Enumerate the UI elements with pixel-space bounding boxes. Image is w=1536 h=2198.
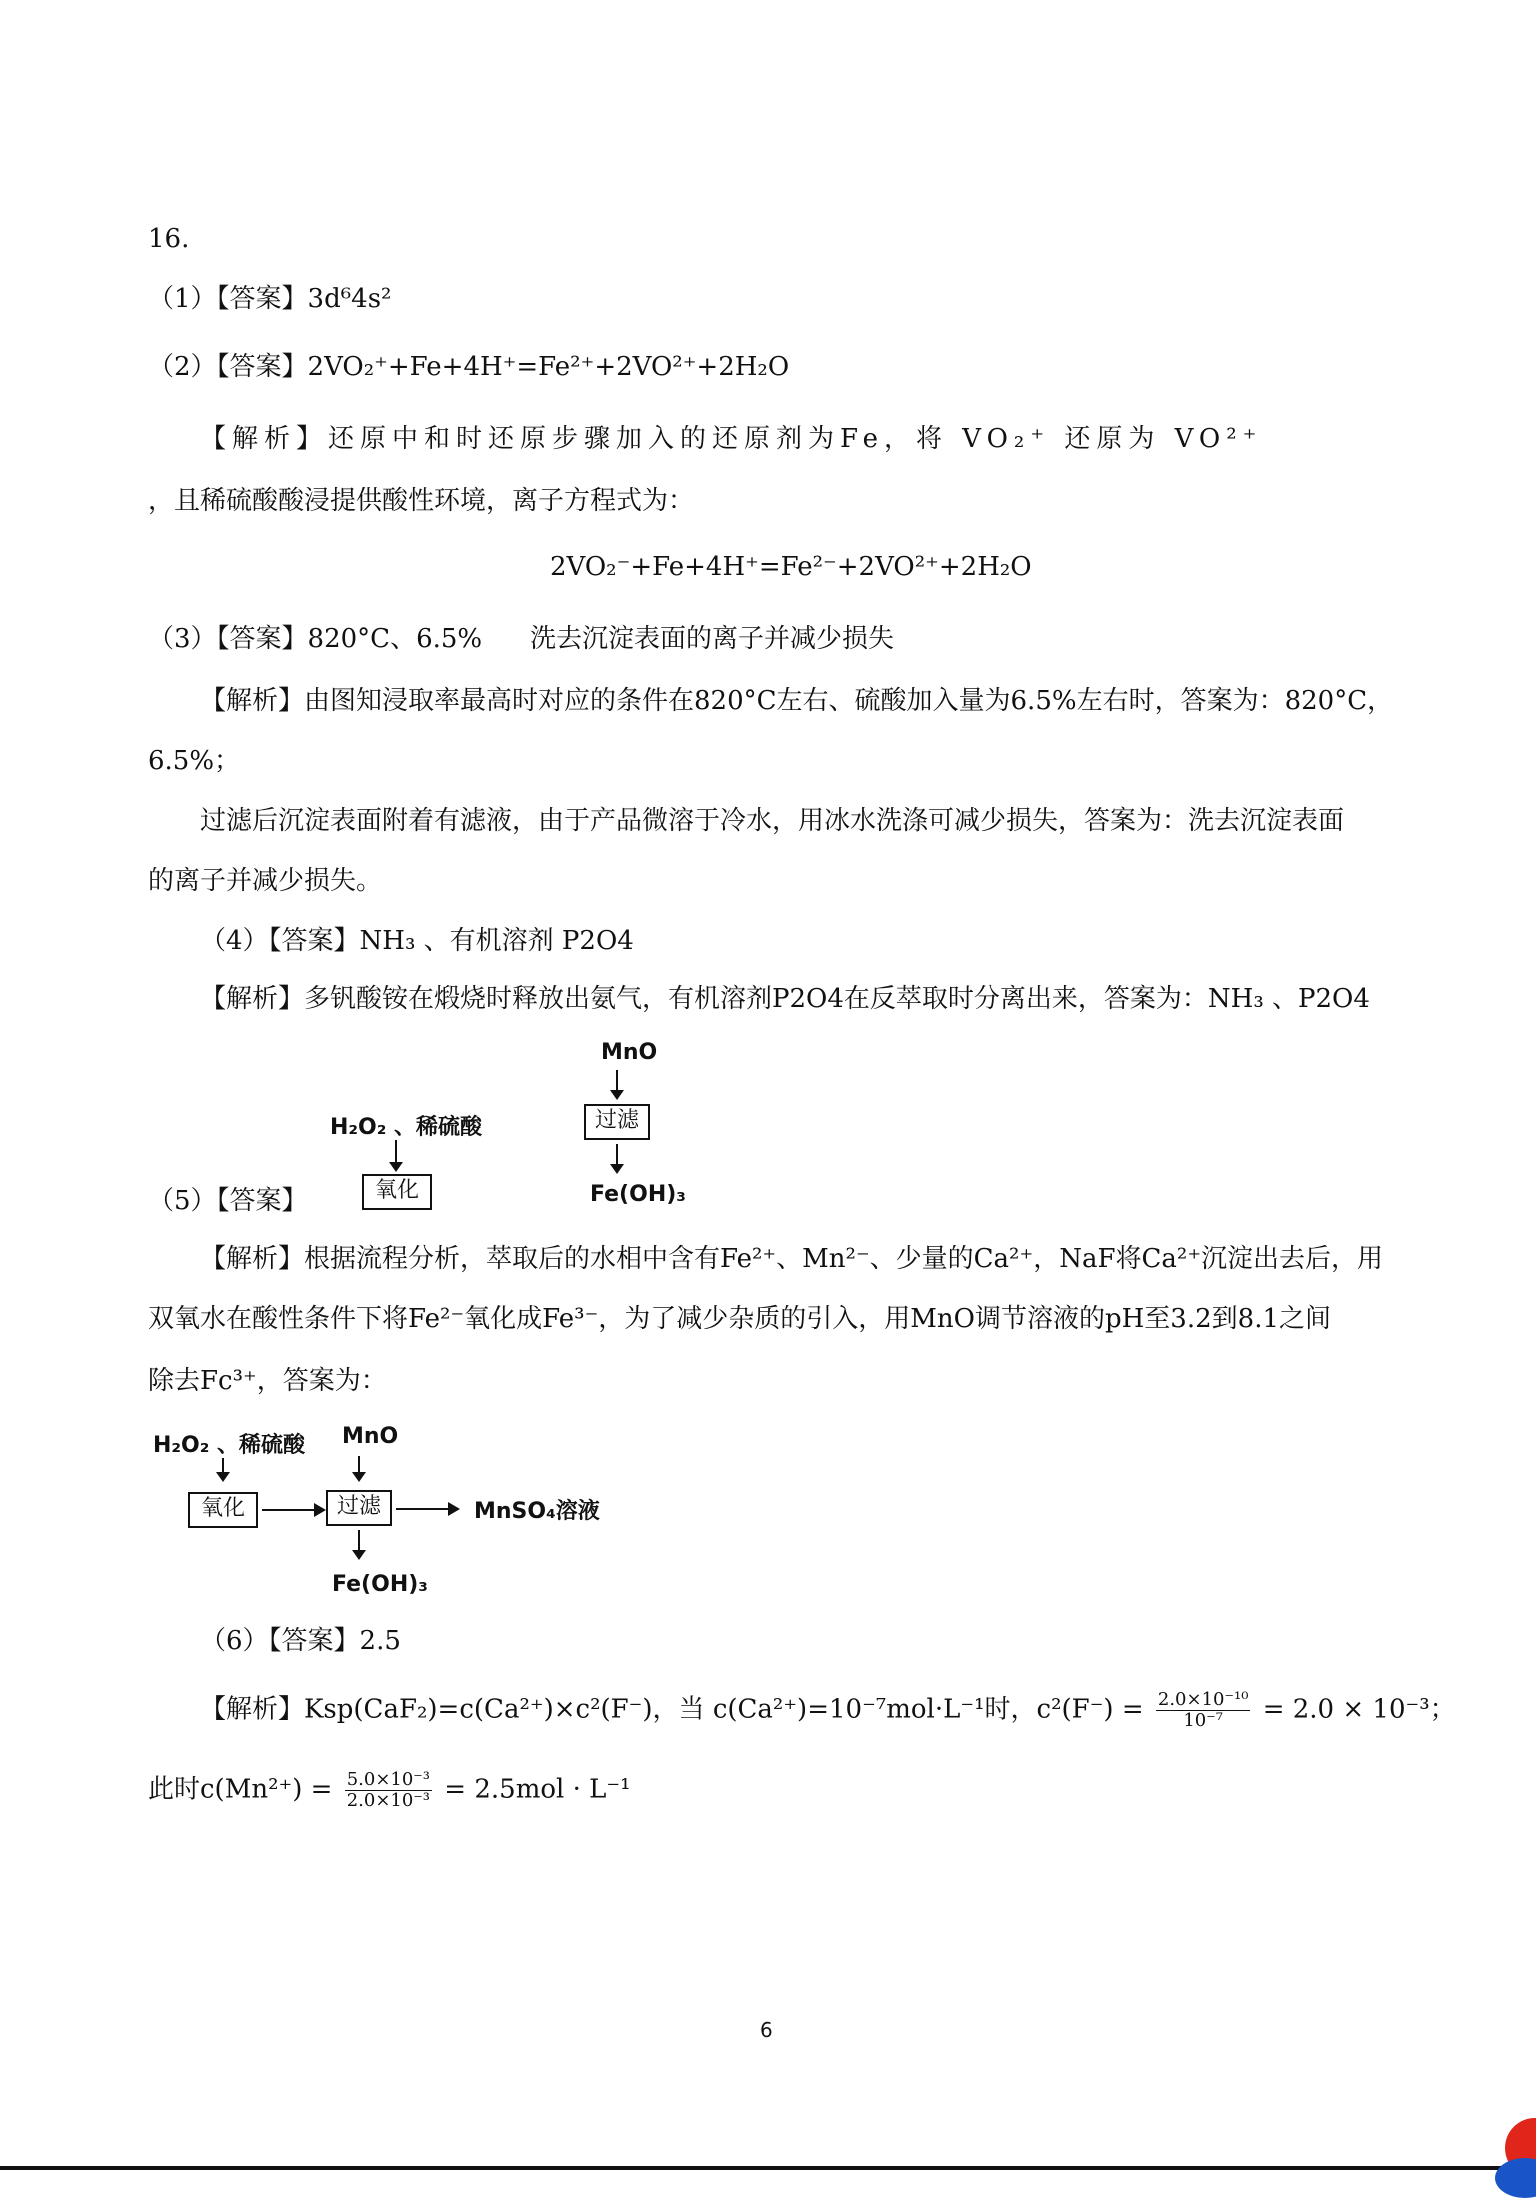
part3-analysis-line2: 6.5%； — [148, 746, 241, 776]
part3-answer2: 洗去沉淀表面的离子并减少损失 — [530, 624, 895, 654]
part6-line2-prefix: 此时c(Mn²⁺) = — [148, 1774, 333, 1805]
big-flow-arrow-right-1 — [262, 1509, 324, 1511]
part5-analysis-line1: 【解析】根据流程分析，萃取后的水相中含有Fe²⁺、Mn²⁻、少量的Ca²⁺，NaF将Ca²⁺沉淀出去后，用 — [200, 1244, 1384, 1274]
big-flow-filter-box: 过滤 — [326, 1490, 392, 1526]
big-flow-arrow-right-2 — [396, 1508, 458, 1510]
part1-label: （1）【答案】 — [148, 284, 308, 314]
small-flow-reagent: H₂O₂ 、稀硫酸 — [330, 1115, 483, 1140]
big-flow-arrow-down-1 — [222, 1458, 224, 1480]
part6-line2-suffix: = 2.5mol · L⁻¹ — [444, 1774, 631, 1805]
corner-logo-blue — [1495, 2158, 1536, 2198]
part2 — [148, 350, 789, 384]
question-number: 16. — [148, 224, 190, 254]
part6-analysis-suffix: = 2.0 × 10⁻³； — [1262, 1694, 1456, 1725]
part3 — [148, 622, 482, 656]
part1-answer: 3d⁶4s² — [307, 284, 392, 314]
big-flow-product: MnSO₄溶液 — [474, 1499, 600, 1524]
big-flow-arrow-down-3 — [358, 1530, 360, 1558]
part6-analysis-line2 — [148, 1770, 631, 1811]
small-flow-product: Fe(OH)₃ — [590, 1182, 686, 1207]
small-flow-arrow-down-2 — [616, 1070, 618, 1098]
big-flow-precipitate: Fe(OH)₃ — [332, 1572, 428, 1597]
part5-analysis-line3: 除去Fc³⁺，答案为： — [148, 1366, 387, 1396]
part3-label: （3）【答案】 — [148, 624, 308, 654]
bottom-border-line — [0, 2166, 1536, 2170]
part6-analysis-line1 — [200, 1690, 1456, 1731]
small-flow-mno: MnO — [601, 1040, 658, 1065]
part6 — [200, 1624, 401, 1658]
part6-fraction-1-denominator: 10⁻⁷ — [1183, 1710, 1223, 1731]
part4-answer: NH₃ 、有机溶剂 P2O4 — [359, 926, 634, 956]
small-flow-oxidation-box: 氧化 — [362, 1174, 432, 1210]
part2-analysis-line1: 【解析】还原中和时还原步骤加入的还原剂为Fe，将 VO₂⁺ 还原为 VO²⁺ — [200, 424, 1263, 454]
part2-analysis-line2: ，且稀硫酸酸浸提供酸性环境，离子方程式为： — [148, 486, 695, 516]
part6-analysis-prefix: 【解析】Ksp(CaF₂)=c(Ca²⁺)×c²(F⁻)，当 c(Ca²⁺)=10⁻⁷mol·L⁻¹时，c²(F⁻) = — [200, 1694, 1144, 1725]
part6-fraction-2 — [345, 1770, 432, 1811]
part2-label: （2）【答案】 — [148, 352, 308, 382]
part3-analysis-line4: 的离子并减少损失。 — [148, 866, 383, 896]
part6-fraction-2-numerator: 5.0×10⁻³ — [346, 1769, 431, 1790]
part6-fraction-1 — [1156, 1690, 1251, 1731]
part3-analysis-line1: 【解析】由图知浸取率最高时对应的条件在820°C左右、硫酸加入量为6.5%左右时，答案为：820°C， — [200, 686, 1394, 716]
big-flow-reagent: H₂O₂ 、稀硫酸 — [153, 1433, 306, 1458]
part3-answer: 820°C、6.5% — [307, 624, 483, 654]
part4-label: （4）【答案】 — [200, 926, 360, 956]
part5-label: （5）【答案】 — [148, 1186, 308, 1216]
part3-analysis-line3: 过滤后沉淀表面附着有滤液，由于产品微溶于冷水，用冰水洗涤可减少损失，答案为：洗去沉淀表面 — [200, 806, 1345, 836]
part6-fraction-2-denominator: 2.0×10⁻³ — [346, 1790, 431, 1811]
big-flow-arrow-down-2 — [358, 1456, 360, 1480]
part4-analysis: 【解析】多钒酸铵在煅烧时释放出氨气，有机溶剂P2O4在反萃取时分离出来，答案为：NH₃ 、P2O4 — [200, 984, 1370, 1014]
big-flow-oxidation-box: 氧化 — [188, 1492, 258, 1528]
part5-analysis-line2: 双氧水在酸性条件下将Fe²⁻氧化成Fe³⁻，为了减少杂质的引入，用MnO调节溶液的pH至3.2到8.1之间 — [148, 1304, 1332, 1334]
part2-answer: 2VO₂⁺+Fe+4H⁺=Fe²⁺+2VO²⁺+2H₂O — [307, 352, 790, 382]
part6-fraction-1-numerator: 2.0×10⁻¹⁰ — [1157, 1689, 1249, 1710]
small-flow-arrow-down-1 — [395, 1140, 397, 1170]
part6-answer: 2.5 — [359, 1626, 401, 1656]
page-number: 6 — [760, 2018, 773, 2042]
big-flow-mno: MnO — [342, 1424, 399, 1449]
small-flow-arrow-down-3 — [616, 1144, 618, 1172]
part6-label: （6）【答案】 — [200, 1626, 360, 1656]
part2-equation: 2VO₂⁻+Fe+4H⁺=Fe²⁻+2VO²⁺+2H₂O — [550, 552, 1032, 582]
small-flow-filter-box: 过滤 — [584, 1104, 650, 1140]
part1 — [148, 282, 391, 316]
part4 — [200, 924, 634, 958]
